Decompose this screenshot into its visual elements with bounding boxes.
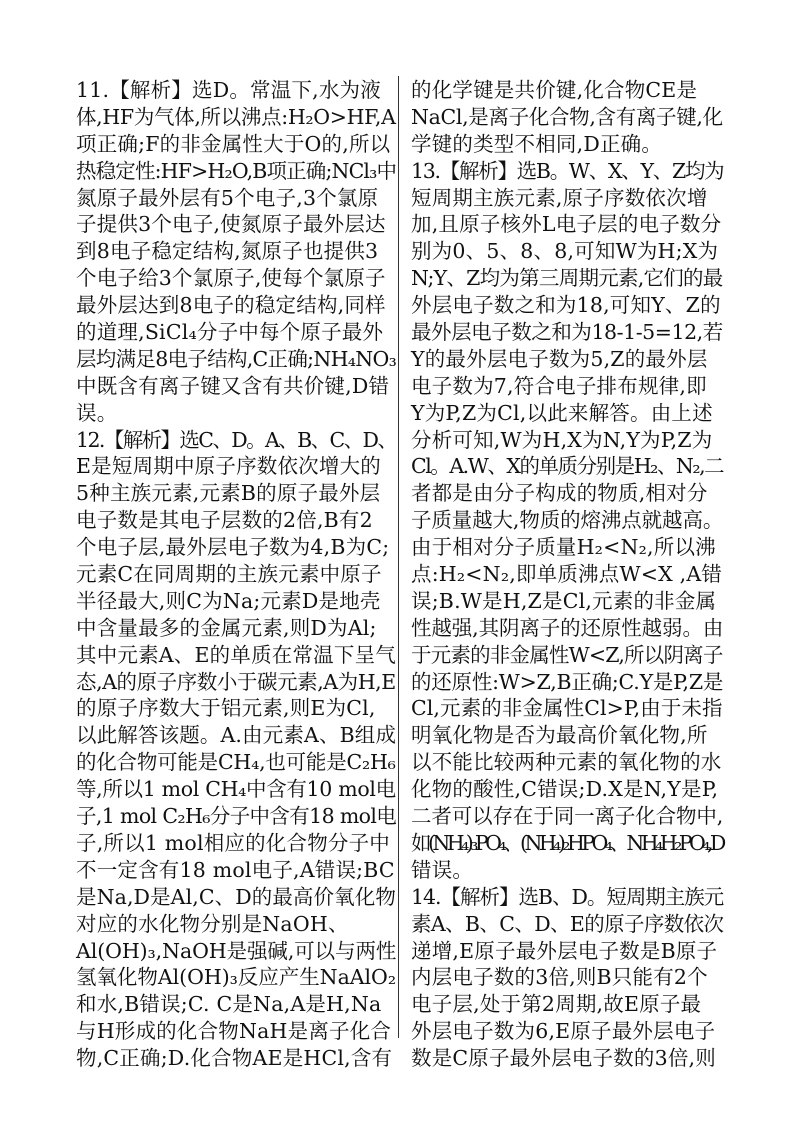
text-line: 到8电子稳定结构,氮原子也提供3 [76, 239, 379, 264]
text-line: 元素C在同周期的主族元素中原子 [76, 562, 382, 587]
text-line: 13.【解析】选B。W、X、Y、Z均为 [411, 158, 724, 183]
text-line: 与H形成的化合物NaH是离子化合 [76, 1019, 392, 1044]
text-line: N;Y、Z均为第三周期元素,它们的最 [411, 266, 723, 291]
text-line: 点:H₂<N₂,即单质沸点W<X ,A错 [411, 562, 723, 587]
text-line: 11.【解析】选D。常温下,水为液 [76, 78, 381, 102]
text-line: 的化合物可能是CH₄,也可能是C₂H₆ [76, 750, 396, 775]
text-line: 子提供3个电子,使氮原子最外层达 [76, 212, 386, 237]
text-line: 是Na,D是Al,C、D的最高价氧化物 [76, 884, 396, 909]
text-line: 电子数为7,符合电子排布规律,即 [411, 373, 707, 398]
text-line: 和水,B错误;C. C是Na,A是H,Na [76, 992, 382, 1017]
text-line: 中既含有离子键又含有共价键,D错 [76, 373, 390, 398]
text-line: 的道理,SiCl₄分子中每个原子最外 [76, 320, 384, 345]
text-line: 电子数是其电子层数的2倍,B有2 [76, 508, 373, 533]
text-line: 14.【解析】选B、D。短周期主族元 [411, 884, 724, 909]
text-line: 如(NH₄)₃PO₄、(NH₄)₂HPO₄、NH₄H₂PO₄,D [411, 830, 723, 855]
text-line: 以此解答该题。A.由元素A、B组成 [76, 723, 397, 748]
text-line: E是短周期中原子序数依次增大的 [76, 454, 381, 479]
text-line: Y为P,Z为Cl,以此来解答。由上述 [411, 400, 713, 425]
text-line: 其中元素A、E的单质在常温下呈气 [76, 642, 396, 667]
text-line: 外层电子数之和为18,可知Y、Z的 [411, 293, 721, 318]
text-line: 加,且原子核外L电子层的电子数分 [411, 212, 722, 237]
text-line: 氢氧化物Al(OH)₃反应产生NaAlO₂ [76, 965, 397, 990]
text-line: Cl。A.W、X的单质分别是H₂、N₂,二 [411, 454, 724, 479]
text-line: Al(OH)₃,NaOH是强碱,可以与两性 [76, 938, 397, 963]
text-line: Y的最外层电子数为5,Z的最外层 [411, 346, 708, 371]
text-line: 热稳定性:HF>H₂O,B项正确;NCl₃中 [76, 158, 397, 183]
text-line: 的还原性:W>Z,B正确;C.Y是P,Z是 [411, 669, 724, 694]
text-line: 子质量越大,物质的熔沸点就越高。 [411, 508, 724, 533]
text-line: 者都是由分子构成的物质,相对分 [411, 481, 708, 506]
text-line: 半径最大,则C为Na;元素D是地壳 [76, 588, 381, 613]
text-line: 最外层电子数之和为18-1-5=12,若 [411, 320, 723, 345]
text-line: 误。 [76, 400, 118, 425]
column-divider [398, 76, 399, 1038]
text-line: 电子层,处于第2周期,故E原子最 [411, 992, 702, 1017]
text-line: 不一定含有18 mol电子,A错误;BC [76, 857, 395, 882]
text-line: 化物的酸性,C错误;D.X是N,Y是P, [411, 777, 719, 802]
text-line: 的化学键是共价键,化合物CE是 [411, 78, 698, 102]
text-line: 素A、B、C、D、E的原子序数依次 [411, 911, 724, 936]
text-line: 子,所以1 mol相应的化合物分子中 [76, 830, 391, 855]
right-column [411, 77, 724, 1072]
text-line: 子,1 mol C₂H₆分子中含有18 mol电 [76, 804, 397, 829]
text-line: 分析可知,W为H,X为N,Y为P,Z为 [411, 427, 713, 452]
text-line: 二者可以存在于同一离子化合物中, [411, 804, 724, 829]
text-line: 12.【解析】选C、D。A、B、C、D、 [76, 427, 397, 452]
text-line: 层均满足8电子结构,C正确;NH₄NO₃ [76, 346, 397, 371]
text-line: 体,HF为气体,所以沸点:H₂O>HF,A [76, 104, 396, 129]
text-line: 别为0、5、8、8,可知W为H;X为 [411, 239, 719, 264]
text-line: 数是C原子最外层电子数的3倍,则 [411, 1046, 716, 1071]
text-line: 态,A的原子序数小于碳元素,A为H,E [76, 669, 396, 694]
text-line: 5种主族元素,元素B的原子最外层 [76, 481, 381, 506]
text-line: Cl,元素的非金属性Cl>P,由于未指 [411, 696, 723, 721]
text-line: 项正确;F的非金属性大于O的,所以 [76, 131, 391, 156]
text-line: 内层电子数的3倍,则B只能有2个 [411, 965, 708, 990]
text-line: 个电子给3个氯原子,使每个氯原子 [76, 266, 386, 291]
text-line: 学键的类型不相同,D正确。 [411, 131, 663, 156]
text-line: NaCl,是离子化合物,含有离子键,化 [411, 104, 723, 129]
text-line: 的原子序数大于铝元素,则E为Cl, [76, 696, 376, 721]
text-line: 等,所以1 mol CH₄中含有10 mol电 [76, 777, 396, 802]
text-line: 最外层达到8电子的稳定结构,同样 [76, 293, 386, 318]
text-line: 外层电子数为6,E原子最外层电子 [411, 1019, 716, 1044]
text-line: 短周期主族元素,原子序数依次增 [411, 185, 708, 210]
text-line: 氮原子最外层有5个电子,3个氯原 [76, 185, 379, 210]
text-line: 由于相对分子质量H₂<N₂,所以沸 [411, 535, 716, 560]
text-line: 明氧化物是否为最高价氧化物,所 [411, 723, 708, 748]
text-line: 误;B.W是H,Z是Cl,元素的非金属 [411, 588, 717, 613]
text-line: 于元素的非金属性W<Z,所以阴离子 [411, 642, 723, 667]
text-line: 性越强,其阴离子的还原性越弱。由 [411, 615, 724, 640]
text-line: 错误。 [411, 857, 474, 882]
left-column [76, 77, 397, 1072]
text-line: 个电子层,最外层电子数为4,B为C; [76, 535, 390, 560]
text-line: 递增,E原子最外层电子数是B原子 [411, 938, 718, 963]
text-line: 物,C正确;D.化合物AE是HCl,含有 [76, 1046, 393, 1071]
text-line: 对应的水化物分别是NaOH、 [76, 911, 349, 936]
text-line: 中含量最多的金属元素,则D为Al; [76, 615, 377, 640]
text-line: 以不能比较两种元素的氧化物的水 [411, 750, 722, 775]
